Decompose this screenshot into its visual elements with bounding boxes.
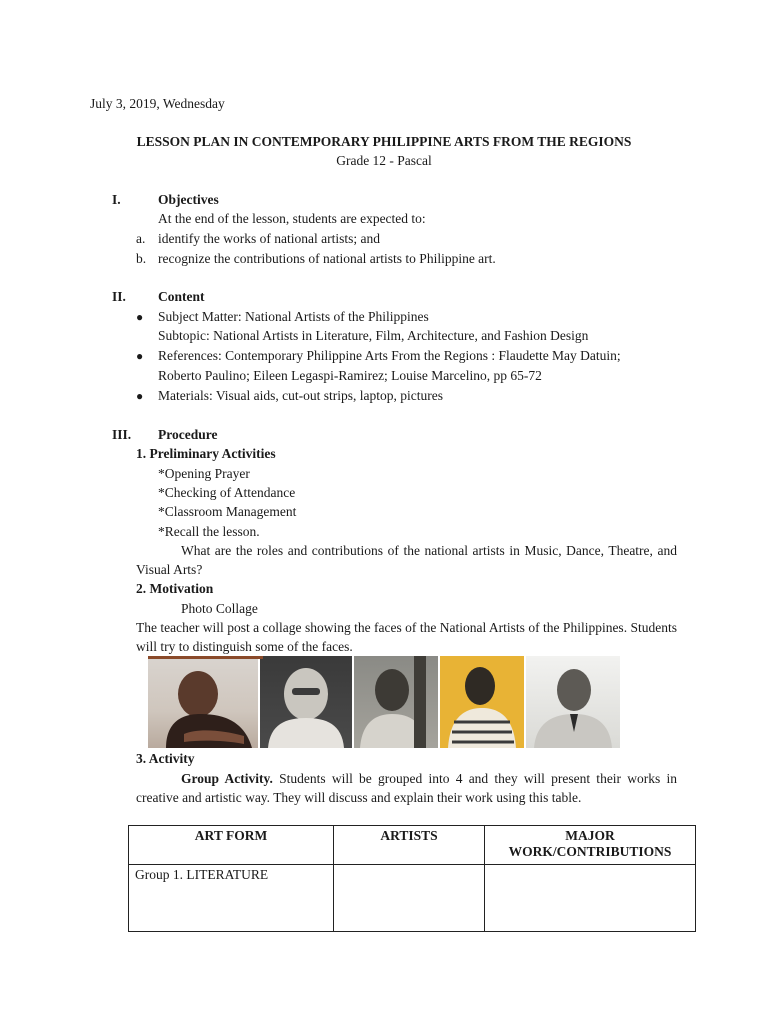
table-cell-artists xyxy=(334,865,485,932)
artist-photo-4 xyxy=(440,656,524,748)
objective-marker-b: b. xyxy=(136,251,147,266)
lesson-date: July 3, 2019, Wednesday xyxy=(90,96,225,111)
document-subtitle: Grade 12 - Pascal xyxy=(336,153,432,168)
motivation-label: Photo Collage xyxy=(181,601,258,616)
table-header-art-form: ART FORM xyxy=(129,826,334,865)
objective-marker-a: a. xyxy=(136,231,146,246)
table-header-artists: ARTISTS xyxy=(334,826,485,865)
activity-text xyxy=(136,769,677,807)
table-cell-art-form: Group 1. LITERATURE xyxy=(129,865,334,932)
artist-photo-2 xyxy=(260,656,352,748)
table-cell-major-work xyxy=(485,865,696,932)
section-heading-objectives: Objectives xyxy=(158,192,219,207)
national-artists-photo-collage xyxy=(148,656,620,748)
bullet-glyph: ● xyxy=(136,389,144,403)
objective-item-a: identify the works of national artists; and xyxy=(158,231,380,246)
activity-heading: 3. Activity xyxy=(136,751,195,766)
content-materials: Materials: Visual aids, cut-out strips, laptop, pictures xyxy=(158,388,444,403)
table-header-row xyxy=(129,826,696,865)
preliminary-heading: 1. Preliminary Activities xyxy=(136,446,276,461)
objective-item-b: recognize the contributions of national artists to Philippine art. xyxy=(158,251,496,266)
bullet-glyph: ● xyxy=(136,310,144,324)
activity-bold-lead: Group Activity. xyxy=(181,771,273,786)
document-title: LESSON PLAN IN CONTEMPORARY PHILIPPINE ARTS FROM THE REGIONS xyxy=(136,134,632,149)
activity-text-rest: Students will be grouped into 4 and they will present their works in creative and artistic way. They will discuss and explain their work using this table. xyxy=(136,771,678,805)
group-activity-table xyxy=(128,825,696,932)
bullet-glyph: ● xyxy=(136,349,144,363)
preliminary-question: What are the roles and contributions of the national artists in Music, Dance, Theatre, and Visual Arts? xyxy=(136,543,677,577)
motivation-heading: 2. Motivation xyxy=(136,581,214,596)
objectives-intro: At the end of the lesson, students are expected to: xyxy=(158,211,426,226)
section-numeral-procedure: III. xyxy=(112,427,132,442)
table-row xyxy=(129,865,696,932)
content-subtopic: Subtopic: National Artists in Literature, Film, Architecture, and Fashion Design xyxy=(158,328,589,343)
table-header-major-work: MAJOR WORK/CONTRIBUTIONS xyxy=(485,826,696,865)
section-heading-procedure: Procedure xyxy=(158,427,218,442)
section-numeral-objectives: I. xyxy=(112,192,121,207)
preliminary-item: *Classroom Management xyxy=(158,504,297,519)
content-references-line1: References: Contemporary Philippine Arts From the Regions : Flaudette May Datuin; xyxy=(158,348,621,363)
content-references-line2: Roberto Paulino; Eileen Legaspi-Ramirez; Louise Marcelino, pp 65-72 xyxy=(158,368,542,383)
preliminary-item: *Checking of Attendance xyxy=(158,485,296,500)
artist-photo-3 xyxy=(354,656,438,748)
preliminary-item: *Opening Prayer xyxy=(158,466,250,481)
collage-top-border xyxy=(148,656,263,659)
motivation-text: The teacher will post a collage showing the faces of the National Artists of the Philippines. Students will try to distinguish some of the faces. xyxy=(136,620,677,654)
artist-photo-5 xyxy=(526,656,620,748)
content-subject-matter: Subject Matter: National Artists of the Philippines xyxy=(158,309,429,324)
section-heading-content: Content xyxy=(158,289,205,304)
preliminary-item: *Recall the lesson. xyxy=(158,524,260,539)
artist-photo-1 xyxy=(148,656,258,748)
section-numeral-content: II. xyxy=(112,289,126,304)
